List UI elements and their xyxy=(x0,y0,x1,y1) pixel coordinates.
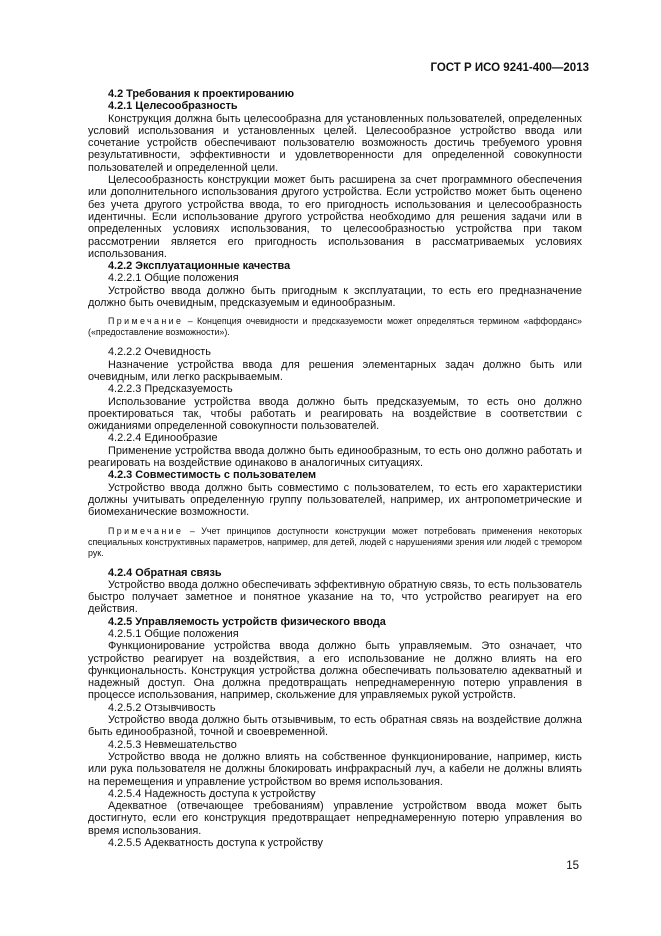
subsection-heading: 4.2.1 Целесообразность xyxy=(108,100,238,113)
clause-heading: 4.2.5.2 Отзывчивость xyxy=(108,701,216,714)
paragraph: Адекватное (отвечающее требованиям) управление устройством ввода может быть достигнуто, если его конструкция предотвращает непреднамеренную потерю управления во время использования. xyxy=(88,800,582,837)
note xyxy=(88,316,582,338)
subsection-heading: 4.2.3 Совместимость с пользователем xyxy=(108,469,317,482)
document-body xyxy=(88,88,582,849)
clause-heading: 4.2.2.1 Общие положения xyxy=(108,272,239,285)
subsection-heading: 4.2.4 Обратная связь xyxy=(108,566,222,579)
subsection-heading: 4.2.2 Эксплуатационные качества xyxy=(108,260,291,273)
note xyxy=(88,526,582,559)
paragraph: Конструкция должна быть целесообразна для установленных пользователей, определенных условий использования и установленных целей. Целесообразное устройство ввода или сочетание устройств обеспечивают пользователю возможность достичь требуемого уровня результативности, эффективности и удовлетворенности для определенной совокупности пользователей и определенной цели. xyxy=(88,112,582,174)
note-text: – Учет принципов доступности конструкции может потребовать применения некоторых специальных конструктивных параметров, например, для детей, людей с нарушениями зрения или людей с тремором рук. xyxy=(88,525,582,558)
paragraph: Устройство ввода должно обеспечивать эффективную обратную связь, то есть пользователь быстро получает заметное и понятное указание на то, что устройство реагирует на его действия. xyxy=(88,578,582,616)
clause-heading: 4.2.2.2 Очевидность xyxy=(108,346,211,359)
note-label: Примечание xyxy=(108,525,184,536)
clause-heading: 4.2.5.5 Адекватность доступа к устройству xyxy=(108,837,324,850)
paragraph: Устройство ввода должно быть совместимо с пользователем, то есть его характеристики должны учитывать определенную группу пользователей, например, их антропометрические и биомеханические возможности. xyxy=(88,481,582,519)
clause-heading: 4.2.2.4 Единообразие xyxy=(108,432,218,445)
clause-heading: 4.2.5.1 Общие положения xyxy=(108,627,239,640)
paragraph: Функционирование устройства ввода должно быть управляемым. Это означает, что устройство реагирует на воздействия, а его использование не должно влиять на его функциональность. Конструкция устройства должна обеспечивать пользователю адекватный и надежный доступ. Она должна предотвращать непреднамеренную потерю управления в процессе использования, например, скольжение для управляемых рукой устройств. xyxy=(88,640,582,702)
subsection-heading: 4.2.5 Управляемость устройств физического ввода xyxy=(108,615,386,628)
section-heading: 4.2 Требования к проектированию xyxy=(108,88,294,100)
paragraph: Применение устройства ввода должно быть единообразным, то есть оно должно работать и реагировать на воздействие одинаково в аналогичных ситуациях. xyxy=(88,444,582,470)
clause-heading: 4.2.5.4 Надежность доступа к устройству xyxy=(108,787,316,800)
page-number: 15 xyxy=(566,860,579,872)
paragraph: Целесообразность конструкции может быть расширена за счет программного обеспечения или дополнительного использования другого устройства. Если устройство может быть оценено без учета другого устройства ввода, то его пригодность использования и целесообразность идентичны. Если использование другого устройства необходимо для решения задачи или в определенных условиях использования, то целесообразностью устройства при таком рассмотрении является его пригодность использования в рассматриваемых условиях использования. xyxy=(88,174,582,260)
clause-heading: 4.2.5.3 Невмешательство xyxy=(108,738,237,751)
paragraph: Устройство ввода должно быть отзывчивым, то есть обратная связь на воздействие должна быть единообразной, точной и своевременной. xyxy=(88,714,582,739)
paragraph: Использование устройства ввода должно быть предсказуемым, то есть оно должно проектироваться так, чтобы работать и реагировать на воздействие в соответствии с ожиданиями определенной совокупности пользователей. xyxy=(88,395,582,433)
note-label: Примечание xyxy=(108,316,184,327)
paragraph: Устройство ввода должно быть пригодным к эксплуатации, то есть его предназначение должно быть очевидным, предсказуемым и единообразным. xyxy=(88,284,582,310)
paragraph: Назначение устройства ввода для решения элементарных задач должно быть или очевидным, или легко раскрываемым. xyxy=(88,358,582,383)
clause-heading: 4.2.2.3 Предсказуемость xyxy=(108,383,233,396)
document-number-header: ГОСТ Р ИСО 9241-400—2013 xyxy=(430,62,589,74)
paragraph: Устройство ввода не должно влиять на собственное функционирование, например, кисть или рука пользователя не должны блокировать инфракрасный луч, а кабели не должны влиять на перемещения и управление устройством во время использования. xyxy=(88,750,582,788)
note-text: – Концепция очевидности и предсказуемости может определяться термином «аффорданс» («предоставление возможности»). xyxy=(88,316,582,338)
